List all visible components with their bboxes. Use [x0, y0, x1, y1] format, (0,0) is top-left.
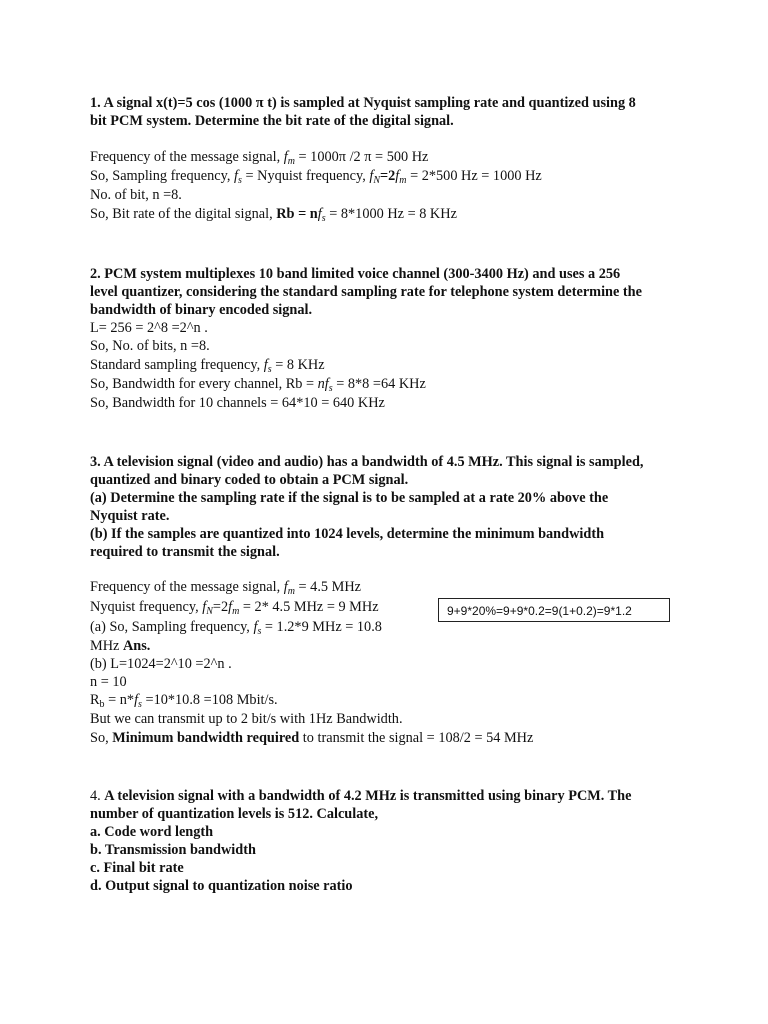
q4-item-c: c. Final bit rate: [90, 860, 184, 876]
q3-step-levels: (b) L=1024=2^10 =2^n .: [90, 656, 232, 672]
q3-step-answer: MHz Ans.: [90, 638, 151, 654]
q3-heading-line1: 3. A television signal (video and audio) has a bandwidth of 4.5 MHz. This signal is sampled,: [90, 454, 644, 470]
q4-item-b: b. Transmission bandwidth: [90, 842, 256, 858]
q2-step-sampling-frequency: Standard sampling frequency, $f_s = 8$ KHz: [90, 357, 325, 375]
q1-step-message-frequency: Frequency of the message signal, $f_m = 1000\pi$ /2 π = 500 Hz: [90, 149, 429, 167]
q1-heading-line1: 1. A signal x(t)=5 cos (1000 π t) is sampled at Nyquist sampling rate and quantized using 8: [90, 95, 636, 111]
q2-step-levels: L= 256 = 2^8 =2^n .: [90, 320, 208, 336]
q4-item-d: d. Output signal to quantization noise ratio: [90, 878, 353, 894]
q3-heading-line2: quantized and binary coded to obtain a PCM signal.: [90, 472, 409, 488]
q2-heading-line1: 2. PCM system multiplexes 10 band limited voice channel (300-3400 Hz) and uses a 256: [90, 266, 621, 282]
q3-heading-line6: required to transmit the signal.: [90, 544, 280, 560]
q2-heading-line2: level quantizer, considering the standard sampling rate for telephone system determine the: [90, 284, 642, 300]
q2-step-bits: So, No. of bits, n =8.: [90, 338, 210, 354]
q1-step-bits: No. of bit, n =8.: [90, 187, 182, 203]
q3-step-nyquist-frequency: Nyquist frequency, $f_N=2f_m = 2*$ 4.5 MHz = 9 MHz: [90, 599, 379, 617]
q3-step-bits: n = 10: [90, 674, 127, 690]
calculation-note-box: 9+9*20%=9+9*0.2=9(1+0.2)=9*1.2: [438, 598, 670, 622]
q3-step-bit-rate: $R_b = n*f_s =10*10.8 =108$ Mbit/s.: [90, 692, 278, 710]
q3-step-note-bandwidth: But we can transmit up to 2 bit/s with 1Hz Bandwidth.: [90, 711, 403, 727]
q3-step-sampling-frequency: (a) So, Sampling frequency, $f_s = 1.2*9$ MHz = 10.8: [90, 619, 382, 637]
q1-heading-line2: bit PCM system. Determine the bit rate of the digital signal.: [90, 113, 454, 129]
q3-heading-line4: Nyquist rate.: [90, 508, 170, 524]
q2-heading-line3: bandwidth of binary encoded signal.: [90, 302, 313, 318]
q1-step-sampling-frequency: So, Sampling frequency, $f_s$ = Nyquist frequency, $f_N=2f_m = 2*500$ Hz = 1000 Hz: [90, 168, 542, 186]
q2-step-total-bandwidth: So, Bandwidth for 10 channels = 64*10 = 640 KHz: [90, 395, 385, 411]
q4-heading-line1: 4. A television signal with a bandwidth of 4.2 MHz is transmitted using binary PCM. The: [90, 788, 632, 804]
q2-step-channel-bandwidth: So, Bandwidth for every channel, $Rb = nf_s = 8*8 =64$ KHz: [90, 376, 426, 394]
q3-step-minimum-bandwidth: So, Minimum bandwidth required to transmit the signal = 108/2 = 54 MHz: [90, 730, 534, 746]
q4-heading-line2: number of quantization levels is 512. Calculate,: [90, 806, 379, 822]
q3-heading-line3: (a) Determine the sampling rate if the signal is to be sampled at a rate 20% above the: [90, 490, 609, 506]
q3-step-message-frequency: Frequency of the message signal, $f_m = 4.5$ MHz: [90, 579, 362, 597]
q1-step-bit-rate: So, Bit rate of the digital signal, $Rb = nf_s = 8*1000$ Hz = 8 KHz: [90, 206, 457, 224]
q4-item-a: a. Code word length: [90, 824, 214, 840]
q3-heading-line5: (b) If the samples are quantized into 1024 levels, determine the minimum bandwidth: [90, 526, 605, 542]
